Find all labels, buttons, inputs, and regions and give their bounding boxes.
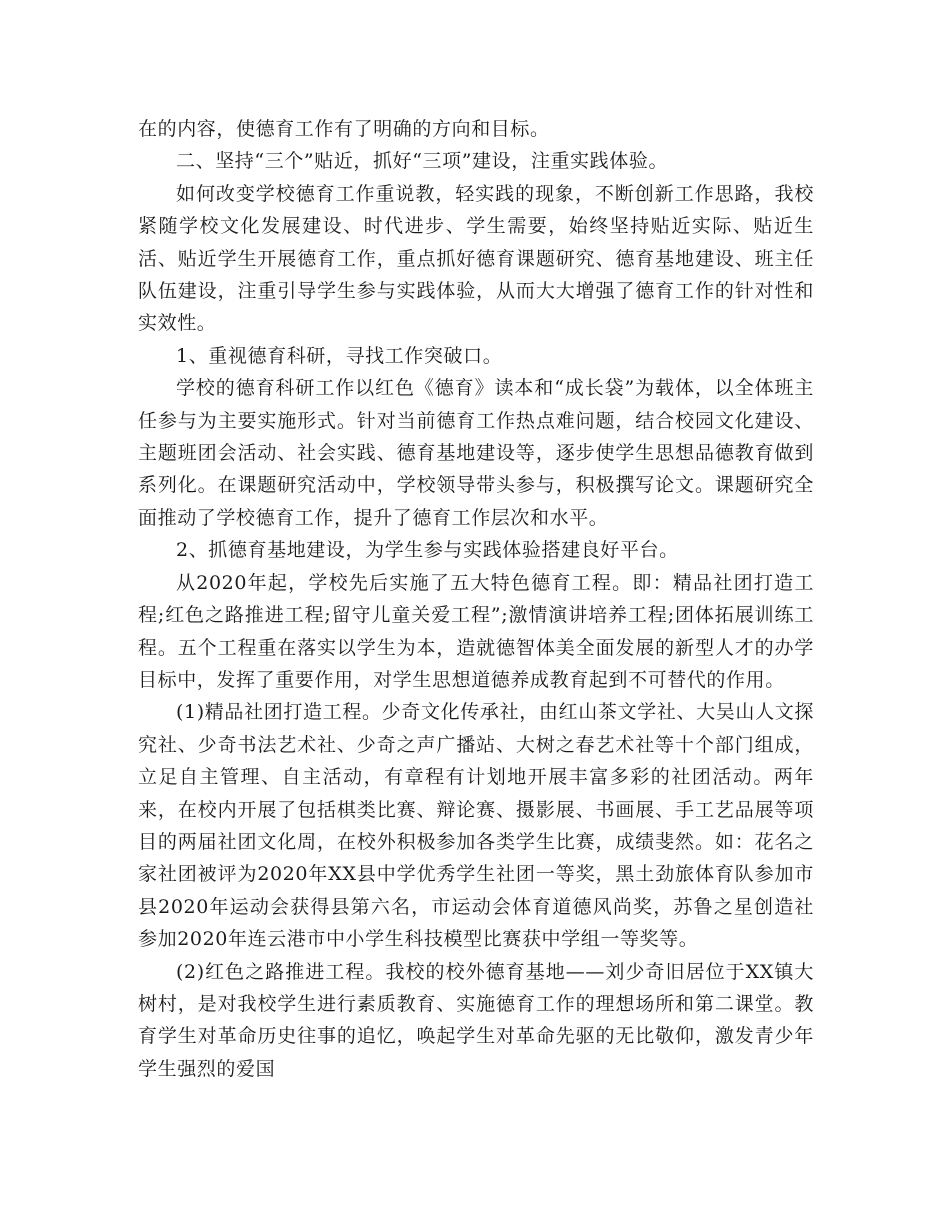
paragraph-red-road-project: (2)红色之路推进工程。我校的校外德育基地——刘少奇旧居位于XX镇大树村，是对我校学生进行素质教育、实施德育工作的理想场所和第二课堂。教育学生对革命历史往事的追忆，唤起学生对革命先驱的无比敬仰，激发青少年学生强烈的爱国 [138,960,814,1080]
section-heading-two: 二、坚持“三个”贴近，抓好“三项”建设，注重实践体验。 [176,150,669,173]
paragraph-research: 学校的德育科研工作以红色《德育》读本和“成长袋”为载体，以全体班主任参与为主要实施形式。针对当前德育工作热点难问题，结合校园文化建设、主题班团会活动、社会实践、德育基地建设等，逐步使学生思想品德教育做到系列化。在课题研究活动中，学校领导带头参与，积极撰写论文。课题研究全面推动了学校德育工作，提升了德育工作层次和水平。 [138,377,814,529]
paragraph-intro: 如何改变学校德育工作重说教，轻实践的现象，不断创新工作思路，我校紧随学校文化发展建设、时代进步、学生需要，始终坚持贴近实际、贴近生活、贴近学生开展德育工作，重点抓好德育课题研究、德育基地建设、班主任队伍建设，注重引导学生参与实践体验，从而大大增强了德育工作的针对性和实效性。 [138,182,814,335]
paragraph-continuation: 在的内容，使德育工作有了明确的方向和目标。 [138,118,550,140]
paragraph-club-project: (1)精品社团打造工程。少奇文化传承社，由红山茶文学社、大吴山人文探究社、少奇书法艺术社、少奇之声广播站、大树之春艺术社等十个部门组成，立足自主管理、自主活动，有章程有计划地开展丰富多彩的社团活动。两年来，在校内开展了包括棋类比赛、辩论赛、摄影展、书画展、手工艺品展等项目的两届社团文化周，在校外积极参加各类学生比赛，成绩斐然。如：花名之家社团被评为2020年XX县中学优秀学生社团一等奖，黑土劲旅体育队参加市县2020年运动会获得县第六名，市运动会体育道德风尚奖，苏鲁之星创造社参加2020年连云港市中小学生科技模型比赛获中学组一等奖等。 [138,701,814,951]
subheading-research: 1、重视德育科研，寻找工作突破口。 [176,344,503,367]
document-page [138,113,814,1085]
paragraph-five-projects: 从2020年起，学校先后实施了五大特色德育工程。即：精品社团打造工程;红色之路推进工程;留守儿童关爱工程”;激情演讲培养工程;团体拓展训练工程。五个工程重在落实以学生为本，造就德智体美全面发展的新型人才的办学目标中，发挥了重要作用，对学生思想道德养成教育起到不可替代的作用。 [138,571,814,691]
subheading-base-building: 2、抓德育基地建设，为学生参与实践体验搭建良好平台。 [176,539,679,562]
